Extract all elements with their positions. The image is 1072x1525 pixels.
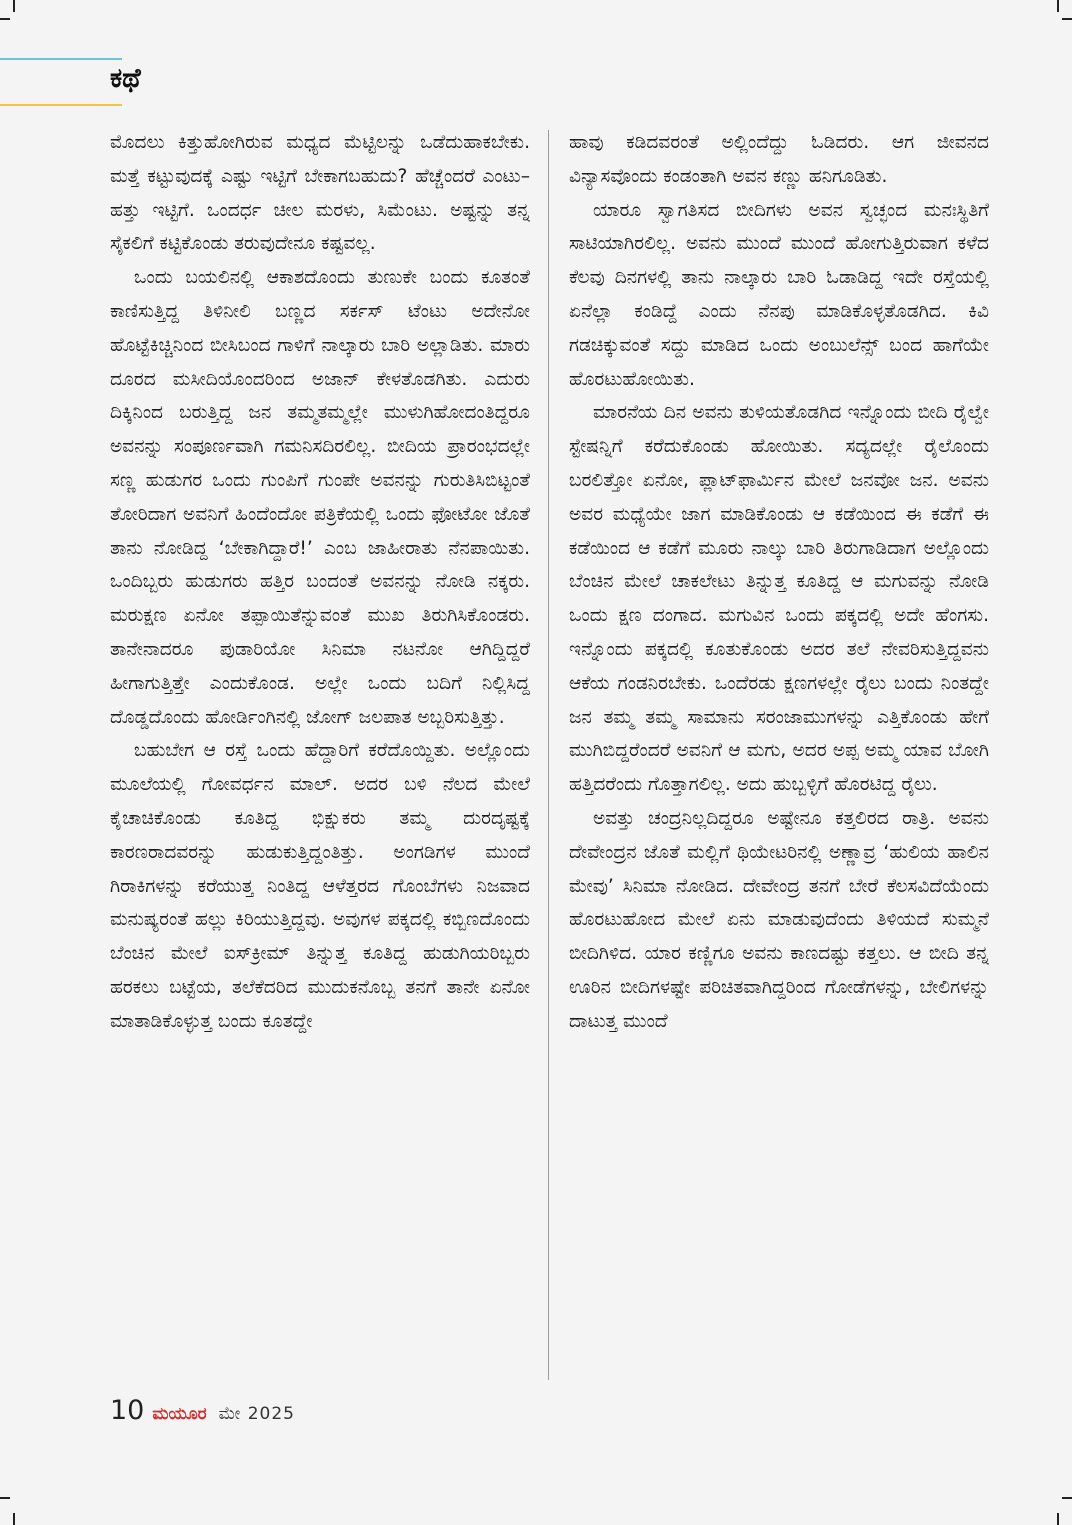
crop-mark (13, 1513, 15, 1525)
paragraph: ಅವತ್ತು ಚಂದ್ರನಿಲ್ಲದಿದ್ದರೂ ಅಷ್ಟೇನೂ ಕತ್ತಲಿರದ ರಾತ್ರಿ. ಅವನು ದೇವೇಂದ್ರನ ಜೊತೆ ಮಲ್ಲಿಗೆ ಥಿಯೇಟರಿನಲ್ಲಿ ಅಣ್ಣಾವ್ರ ‘ಹುಲಿಯ ಹಾಲಿನ ಮೇವು’ ಸಿನಿಮಾ ನೋಡಿದ. ದೇವೇಂದ್ರ ತನಗೆ ಬೇರೆ ಕೆಲಸವಿದೆಯೆಂದು ಹೊರಟುಹೋದ ಮೇಲೆ ಏನು ಮಾಡುವುದೆಂದು ತಿಳಿಯದೆ ಸುಮ್ಮನೆ ಬೀದಿಗಿಳಿದ. ಯಾರ ಕಣ್ಣಿಗೂ ಅವನು ಕಾಣದಷ್ಟು ಕತ್ತಲು. ಆ ಬೀದಿ ತನ್ನ ಊರಿನ ಬೀದಿಗಳಷ್ಟೇ ಪರಿಚಿತವಾಗಿದ್ದರಿಂದ ಗೋಡೆಗಳನ್ನು, ಬೇಲಿಗಳನ್ನು ದಾಟುತ್ತ ಮುಂದೆ (569, 807, 989, 1032)
left-text-column (110, 126, 530, 1381)
page-footer (110, 1395, 295, 1427)
crop-mark (13, 0, 15, 12)
page-number: 10 (110, 1395, 145, 1426)
paragraph: ಬಹುಬೇಗ ಆ ರಸ್ತೆ ಒಂದು ಹೆದ್ದಾರಿಗೆ ಕರೆದೊಯ್ದಿತು. ಅಲ್ಲೊಂದು ಮೂಲೆಯಲ್ಲಿ ಗೋವರ್ಧನ ಮಾಲ್. ಅದರ ಬಳಿ ನೆಲದ ಮೇಲೆ ಕೈಚಾಚಿಕೊಂಡು ಕೂತಿದ್ದ ಭಿಕ್ಷುಕರು ತಮ್ಮ ದುರದೃಷ್ಟಕ್ಕೆ ಕಾರಣರಾದವರನ್ನು ಹುಡುಕುತ್ತಿದ್ದಂತಿತ್ತು. ಅಂಗಡಿಗಳ ಮುಂದೆ ಗಿರಾಕಿಗಳನ್ನು ಕರೆಯುತ್ತ ನಿಂತಿದ್ದ ಆಳೆತ್ತರದ ಗೊಂಬೆಗಳು ನಿಜವಾದ ಮನುಷ್ಯರಂತೆ ಹಲ್ಲು ಕಿರಿಯುತ್ತಿದ್ದವು. ಅವುಗಳ ಪಕ್ಕದಲ್ಲಿ ಕಬ್ಬಿಣದೊಂದು ಬೆಂಚಿನ ಮೇಲೆ ಐಸ್‌ಕ್ರೀಮ್ ತಿನ್ನುತ್ತ ಕೂತಿದ್ದ ಹುಡುಗಿಯರಿಬ್ಬರು ಹರಕಲು ಬಟ್ಟೆಯ, ತಲೆಕೆದರಿದ ಮುದುಕನೊಬ್ಬ ತನಗೆ ತಾನೇ ಏನೋ ಮಾತಾಡಿಕೊಳ್ಳುತ್ತ ಬಂದು ಕೂತದ್ದೇ (110, 740, 530, 1032)
crop-mark (1057, 0, 1059, 12)
crop-mark (0, 1497, 10, 1499)
crop-mark (1057, 1513, 1059, 1525)
column-divider (548, 130, 549, 1380)
issue-date: ಮೇ 2025 (218, 1404, 295, 1424)
paragraph: ಮೊದಲು ಕಿತ್ತುಹೋಗಿರುವ ಮಧ್ಯದ ಮೆಟ್ಟಿಲನ್ನು ಒಡೆದುಹಾಕಬೇಕು. ಮತ್ತೆ ಕಟ್ಟುವುದಕ್ಕೆ ಎಷ್ಟು ಇಟ್ಟಿಗೆ ಬೇಕಾಗಬಹುದು? ಹೆಚ್ಚೆಂದರೆ ಎಂಟು– ಹತ್ತು ಇಟ್ಟಿಗೆ. ಒಂದರ್ಧ ಚೀಲ ಮರಳು, ಸಿಮೆಂಟು. ಅಷ್ಟನ್ನು ತನ್ನ ಸೈಕಲಿಗೆ ಕಟ್ಟಿಕೊಂಡು ತರುವುದೇನೂ ಕಷ್ಟವಲ್ಲ. (110, 132, 530, 255)
paragraph: ಯಾರೂ ಸ್ವಾಗತಿಸದ ಬೀದಿಗಳು ಅವನ ಸ್ವಚ್ಛಂದ ಮನಃಸ್ಥಿತಿಗೆ ಸಾಟಿಯಾಗಿರಲಿಲ್ಲ. ಅವನು ಮುಂದೆ ಮುಂದೆ ಹೋಗುತ್ತಿರುವಾಗ ಕಳೆದ ಕೆಲವು ದಿನಗಳಲ್ಲಿ ತಾನು ನಾಲ್ಕಾರು ಬಾರಿ ಓಡಾಡಿದ್ದ ಇದೇ ರಸ್ತೆಯಲ್ಲಿ ಏನೆಲ್ಲಾ ಕಂಡಿದ್ದೆ ಎಂದು ನೆನಪು ಮಾಡಿಕೊಳ್ಳತೊಡಗಿದ. ಕಿವಿ ಗಡಚಿಕ್ಕುವಂತೆ ಸದ್ದು ಮಾಡಿದ ಒಂದು ಅಂಬುಲೆನ್ಸ್ ಬಂದ ಹಾಗೆಯೇ ಹೊರಟುಹೋಯಿತು. (569, 199, 989, 390)
crop-mark (1062, 1497, 1072, 1499)
section-rule-top (0, 58, 122, 60)
magazine-logo: ಮಯೂರ (152, 1404, 207, 1424)
paragraph: ಮಾರನೆಯ ದಿನ ಅವನು ತುಳಿಯತೊಡಗಿದ ಇನ್ನೊಂದು ಬೀದಿ ರೈಲ್ವೇ ಸ್ಟೇಷನ್ನಿಗೆ ಕರೆದುಕೊಂಡು ಹೋಯಿತು. ಸದ್ಯದಲ್ಲೇ ರೈಲೊಂದು ಬರಲಿತ್ತೋ ಏನೋ, ಪ್ಲಾಟ್‌ಫಾರ್ಮಿನ ಮೇಲೆ ಜನವೋ ಜನ. ಅವನು ಅವರ ಮಧ್ಯೆಯೇ ಜಾಗ ಮಾಡಿಕೊಂಡು ಆ ಕಡೆಯಿಂದ ಈ ಕಡೆಗೆ ಈ ಕಡೆಯಿಂದ ಆ ಕಡೆಗೆ ಮೂರು ನಾಲ್ಕು ಬಾರಿ ತಿರುಗಾಡಿದಾಗ ಅಲ್ಲೊಂದು ಬೆಂಚಿನ ಮೇಲೆ ಚಾಕಲೇಟು ತಿನ್ನುತ್ತ ಕೂತಿದ್ದ ಆ ಮಗುವನ್ನು ನೋಡಿ ಒಂದು ಕ್ಷಣ ದಂಗಾದ. ಮಗುವಿನ ಒಂದು ಪಕ್ಕದಲ್ಲಿ ಅದೇ ಹೆಂಗಸು. ಇನ್ನೊಂದು ಪಕ್ಕದಲ್ಲಿ ಕೂತುಕೊಂಡು ಅದರ ತಲೆ ನೇವರಿಸುತ್ತಿದ್ದವನು ಆಕೆಯ ಗಂಡನಿರಬೇಕು. ಒಂದೆರಡು ಕ್ಷಣಗಳಲ್ಲೇ ರೈಲು ಬಂದು ನಿಂತದ್ದೇ ಜನ ತಮ್ಮ ತಮ್ಮ ಸಾಮಾನು ಸರಂಜಾಮುಗಳನ್ನು ಎತ್ತಿಕೊಂಡು ಹೇಗೆ ಮುಗಿಬಿದ್ದರೆಂದರೆ ಅವನಿಗೆ ಆ ಮಗು, ಅದರ ಅಪ್ಪ ಅಮ್ಮ ಯಾವ ಬೋಗಿ ಹತ್ತಿದರೆಂದು ಗೊತ್ತಾಗಲಿಲ್ಲ. ಅದು ಹುಬ್ಬಳ್ಳಿಗೆ ಹೊರಟಿದ್ದ ರೈಲು. (569, 402, 989, 796)
paragraph: ಒಂದು ಬಯಲಿನಲ್ಲಿ ಆಕಾಶದೊಂದು ತುಣುಕೇ ಬಂದು ಕೂತಂತೆ ಕಾಣಿಸುತ್ತಿದ್ದ ತಿಳಿನೀಲಿ ಬಣ್ಣದ ಸರ್ಕಸ್ ಟೆಂಟು ಅದೇನೋ ಹೊಟ್ಟೆಕಿಚ್ಚಿನಿಂದ ಬೀಸಿಬಂದ ಗಾಳಿಗೆ ನಾಲ್ಕಾರು ಬಾರಿ ಅಲ್ಲಾಡಿತು. ಮಾರು ದೂರದ ಮಸೀದಿಯೊಂದರಿಂದ ಅಜಾನ್ ಕೇಳತೊಡಗಿತು. ಎದುರು ದಿಕ್ಕಿನಿಂದ ಬರುತ್ತಿದ್ದ ಜನ ತಮ್ಮತಮ್ಮಲ್ಲೇ ಮುಳುಗಿಹೋದಂತಿದ್ದರೂ ಅವನನ್ನು ಸಂಪೂರ್ಣವಾಗಿ ಗಮನಿಸದಿರಲಿಲ್ಲ. ಬೀದಿಯ ಪ್ರಾರಂಭದಲ್ಲೇ ಸಣ್ಣ ಹುಡುಗರ ಒಂದು ಗುಂಪಿಗೆ ಗುಂಪೇ ಅವನನ್ನು ಗುರುತಿಸಿಬಿಟ್ಟಂತೆ ತೋರಿದಾಗ ಅವನಿಗೆ ಹಿಂದೆಂದೋ ಪತ್ರಿಕೆಯಲ್ಲಿ ಒಂದು ಫೋಟೋ ಜೊತೆ ತಾನು ನೋಡಿದ್ದ ‘ಬೇಕಾಗಿದ್ದಾರೆ!’ ಎಂಬ ಜಾಹೀರಾತು ನೆನಪಾಯಿತು. ಒಂದಿಬ್ಬರು ಹುಡುಗರು ಹತ್ತಿರ ಬಂದಂತೆ ಅವನನ್ನು ನೋಡಿ ನಕ್ಕರು. ಮರುಕ್ಷಣ ಏನೋ ತಪ್ಪಾಯಿತೆನ್ನುವಂತೆ ಮುಖ ತಿರುಗಿಸಿಕೊಂಡರು. ತಾನೇನಾದರೂ ಪುಡಾರಿಯೋ ಸಿನಿಮಾ ನಟನೋ ಆಗಿದ್ದಿದ್ದರೆ ಹೀಗಾಗುತ್ತಿತ್ತೇ ಎಂದುಕೊಂಡ. ಅಲ್ಲೇ ಒಂದು ಬದಿಗೆ ನಿಲ್ಲಿಸಿದ್ದ ದೊಡ್ಡದೊಂದು ಹೋರ್ಡಿಂಗಿನಲ್ಲಿ ಜೋಗ್ ಜಲಪಾತ ಅಬ್ಬರಿಸುತ್ತಿತ್ತು. (110, 267, 530, 728)
section-title: ಕಥೆ (110, 63, 141, 94)
section-rule-bottom (0, 104, 122, 106)
crop-mark (1062, 18, 1072, 20)
paragraph: ಹಾವು ಕಡಿದವರಂತೆ ಅಲ್ಲಿಂದೆದ್ದು ಓಡಿದರು. ಆಗ ಜೀವನದ ವಿನ್ಯಾಸವೊಂದು ಕಂಡಂತಾಗಿ ಅವನ ಕಣ್ಣು ಹನಿಗೂಡಿತು. (569, 132, 989, 187)
crop-mark (0, 18, 10, 20)
right-text-column (569, 126, 989, 1381)
